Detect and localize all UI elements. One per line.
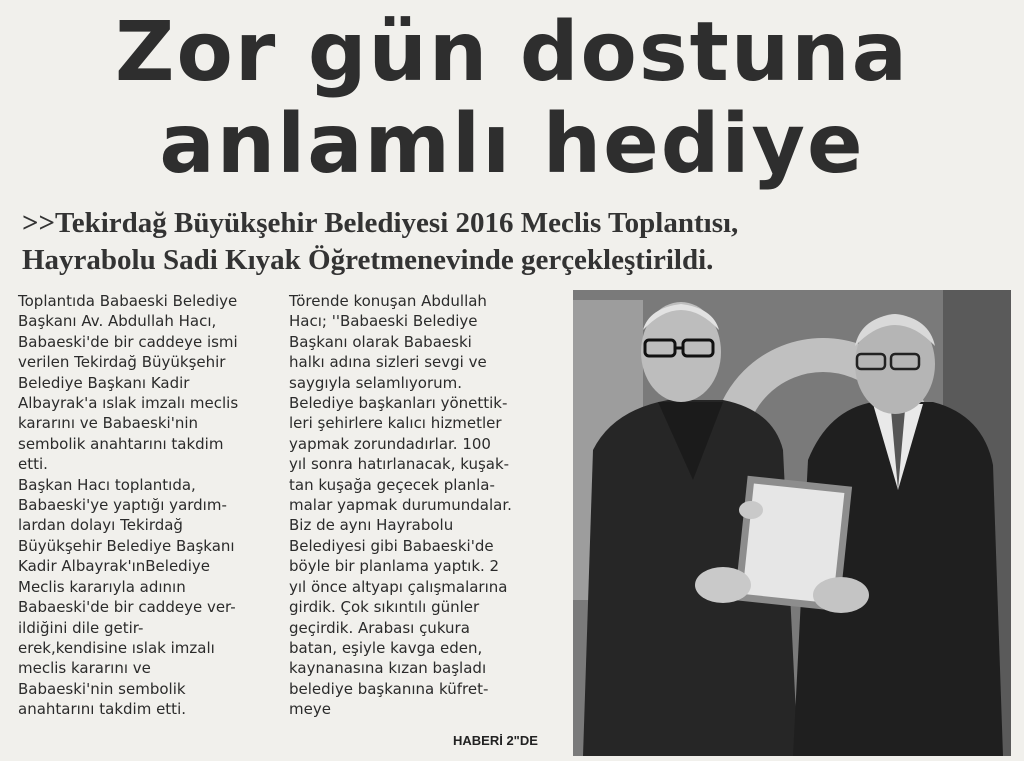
column-2-line: Belediye başkanları yönettik- [289,394,508,413]
headline-line-2: anlamlı hediye [159,97,865,192]
column-2-line: Hacı; ''Babaeski Belediye [289,312,478,331]
subheadline-line-2: Hayrabolu Sadi Kıyak Öğretmenevinde gerçekleştirildi. [22,244,714,276]
photo-illustration [573,290,1011,756]
column-1-line: ildiğini dile getir- [18,618,144,637]
column-2-line: tan kuşağa geçecek planla- [289,475,495,494]
column-2-line: yıl önce altyapı çalışmalarına [289,577,508,596]
column-1-line: Babaeski'ye yaptığı yardım- [18,496,227,515]
column-1-line: etti. [18,455,48,474]
column-2-line: kaynanasına kızan başladı [289,659,487,678]
column-1-line: Meclis kararıyla adının [18,577,186,596]
column-2-line: Belediyesi gibi Babaeski'de [289,536,494,555]
column-2-line: batan, eşiyle kavga eden, [289,638,483,657]
column-1-line: Albayrak'a ıslak imzalı meclis [18,394,239,413]
column-2-line: halkı adına sizleri sevgi ve [289,353,487,372]
column-1-line: Babaeski'nin sembolik [18,679,186,698]
column-1-line: Toplantıda Babaeski Belediye [18,292,238,310]
column-2-line: yıl sonra hatırlanacak, kuşak- [289,455,510,474]
column-1-line: Kadir Albayrak'ınBelediye [18,557,210,576]
column-1-line: verilen Tekirdağ Büyükşehir [18,353,226,372]
column-2-line: Törende konuşan Abdullah [289,292,487,310]
column-2-line: böyle bir planlama yaptık. 2 [289,557,500,576]
column-1-line: lardan dolayı Tekirdağ [18,516,183,535]
column-2-line: Başkanı olarak Babaeski [289,332,472,351]
subheadline-line-1: >>Tekirdağ Büyükşehir Belediyesi 2016 Meclis Toplantısı, [22,207,739,239]
column-2-line: leri şehirlere kalıcı hizmetler [289,414,502,433]
column-2-line: Biz de aynı Hayrabolu [289,516,454,535]
column-1-line: meclis kararını ve [18,659,151,678]
column-1-line: kararını ve Babaeski'nin [18,414,199,433]
continued-label: HABERİ 2"DE [453,733,538,748]
column-1-line: Belediye Başkanı Kadir [18,373,190,392]
column-2-line: saygıyla selamlıyorum. [289,373,463,392]
column-1-line: erek,kendisine ıslak imzalı [18,638,215,657]
headline-line-1: Zor gün dostuna [115,5,909,100]
column-1-line: sembolik anahtarını takdim [18,434,224,453]
column-1-line: Babaeski'de bir caddeye ismi [18,332,238,351]
article-column-1 [18,291,276,720]
column-1-line: Başkan Hacı toplantıda, [18,475,196,494]
column-1-line: Başkanı Av. Abdullah Hacı, [18,312,217,331]
column-2-line: geçirdik. Arabası çukura [289,618,470,637]
column-2-line: belediye başkanına küfret- [289,679,489,698]
column-2-line: malar yapmak durumundalar. [289,496,512,515]
column-1-line: Babaeski'de bir caddeye ver- [18,598,236,617]
column-1-line: anahtarını takdim etti. [18,700,187,719]
news-photo [573,290,1011,756]
column-2-line: yapmak zorundadırlar. 100 [289,434,491,453]
column-1-line: Büyükşehir Belediye Başkanı [18,536,235,555]
column-2-line: meye [289,700,331,719]
column-2-line: girdik. Çok sıkıntılı günler [289,598,480,617]
article-column-2 [289,291,569,720]
